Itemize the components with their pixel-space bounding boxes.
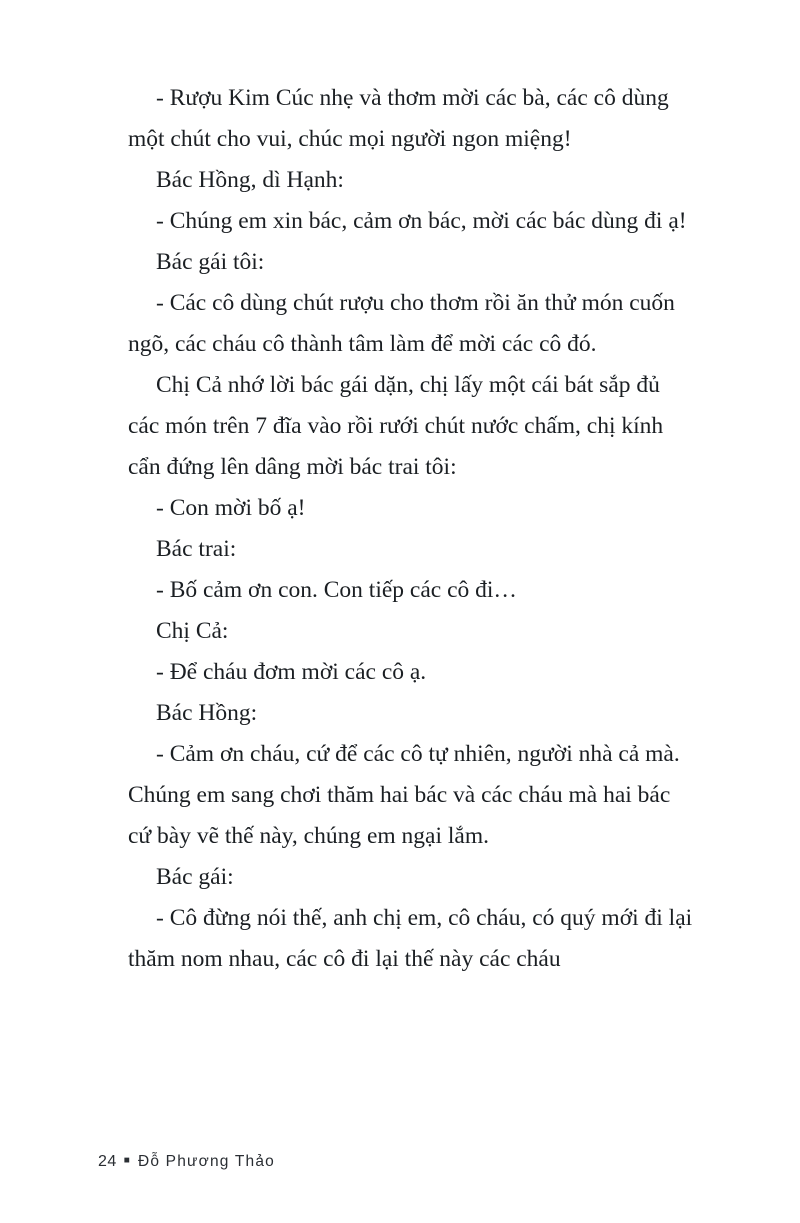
- paragraph: Bác gái:: [156, 864, 234, 890]
- author-name: Đỗ Phương Thảo: [137, 1153, 275, 1170]
- paragraph: Chị Cả:: [156, 618, 229, 644]
- paragraph: Bác trai:: [156, 536, 237, 562]
- paragraph: - Cảm ơn cháu, cứ để các cô tự nhiên, người nhà cả mà. Chúng em sang chơi thăm hai bác và các cháu mà hai bác cứ bày vẽ thế này, chúng em ngại lắm.: [128, 741, 680, 849]
- paragraph: - Bố cảm ơn con. Con tiếp các cô đi…: [156, 577, 517, 603]
- paragraph: - Con mời bố ạ!: [156, 495, 306, 521]
- footer-separator-icon: ■: [123, 1155, 131, 1166]
- paragraph: - Để cháu đơm mời các cô ạ.: [156, 659, 427, 685]
- paragraph: - Cô đừng nói thế, anh chị em, cô cháu, có quý mới đi lại thăm nom nhau, các cô đi lại thế này các cháu: [128, 905, 693, 972]
- page-body: [128, 78, 695, 980]
- page-footer: [98, 1153, 275, 1171]
- paragraph: - Chúng em xin bác, cảm ơn bác, mời các bác dùng đi ạ!: [156, 208, 687, 234]
- paragraph: Bác gái tôi:: [156, 249, 265, 275]
- paragraph: - Các cô dùng chút rượu cho thơm rồi ăn thử món cuốn ngõ, các cháu cô thành tâm làm để mời các cô đó.: [128, 290, 675, 357]
- page-number: 24: [98, 1153, 117, 1170]
- paragraph: Bác Hồng:: [156, 700, 258, 726]
- paragraph: - Rượu Kim Cúc nhẹ và thơm mời các bà, các cô dùng một chút cho vui, chúc mọi người ngon miệng!: [128, 85, 669, 152]
- paragraph: Chị Cả nhớ lời bác gái dặn, chị lấy một cái bát sắp đủ các món trên 7 đĩa vào rồi rưới chút nước chấm, chị kính cẩn đứng lên dâng mời bác trai tôi:: [128, 372, 664, 480]
- paragraph: Bác Hồng, dì Hạnh:: [156, 167, 344, 193]
